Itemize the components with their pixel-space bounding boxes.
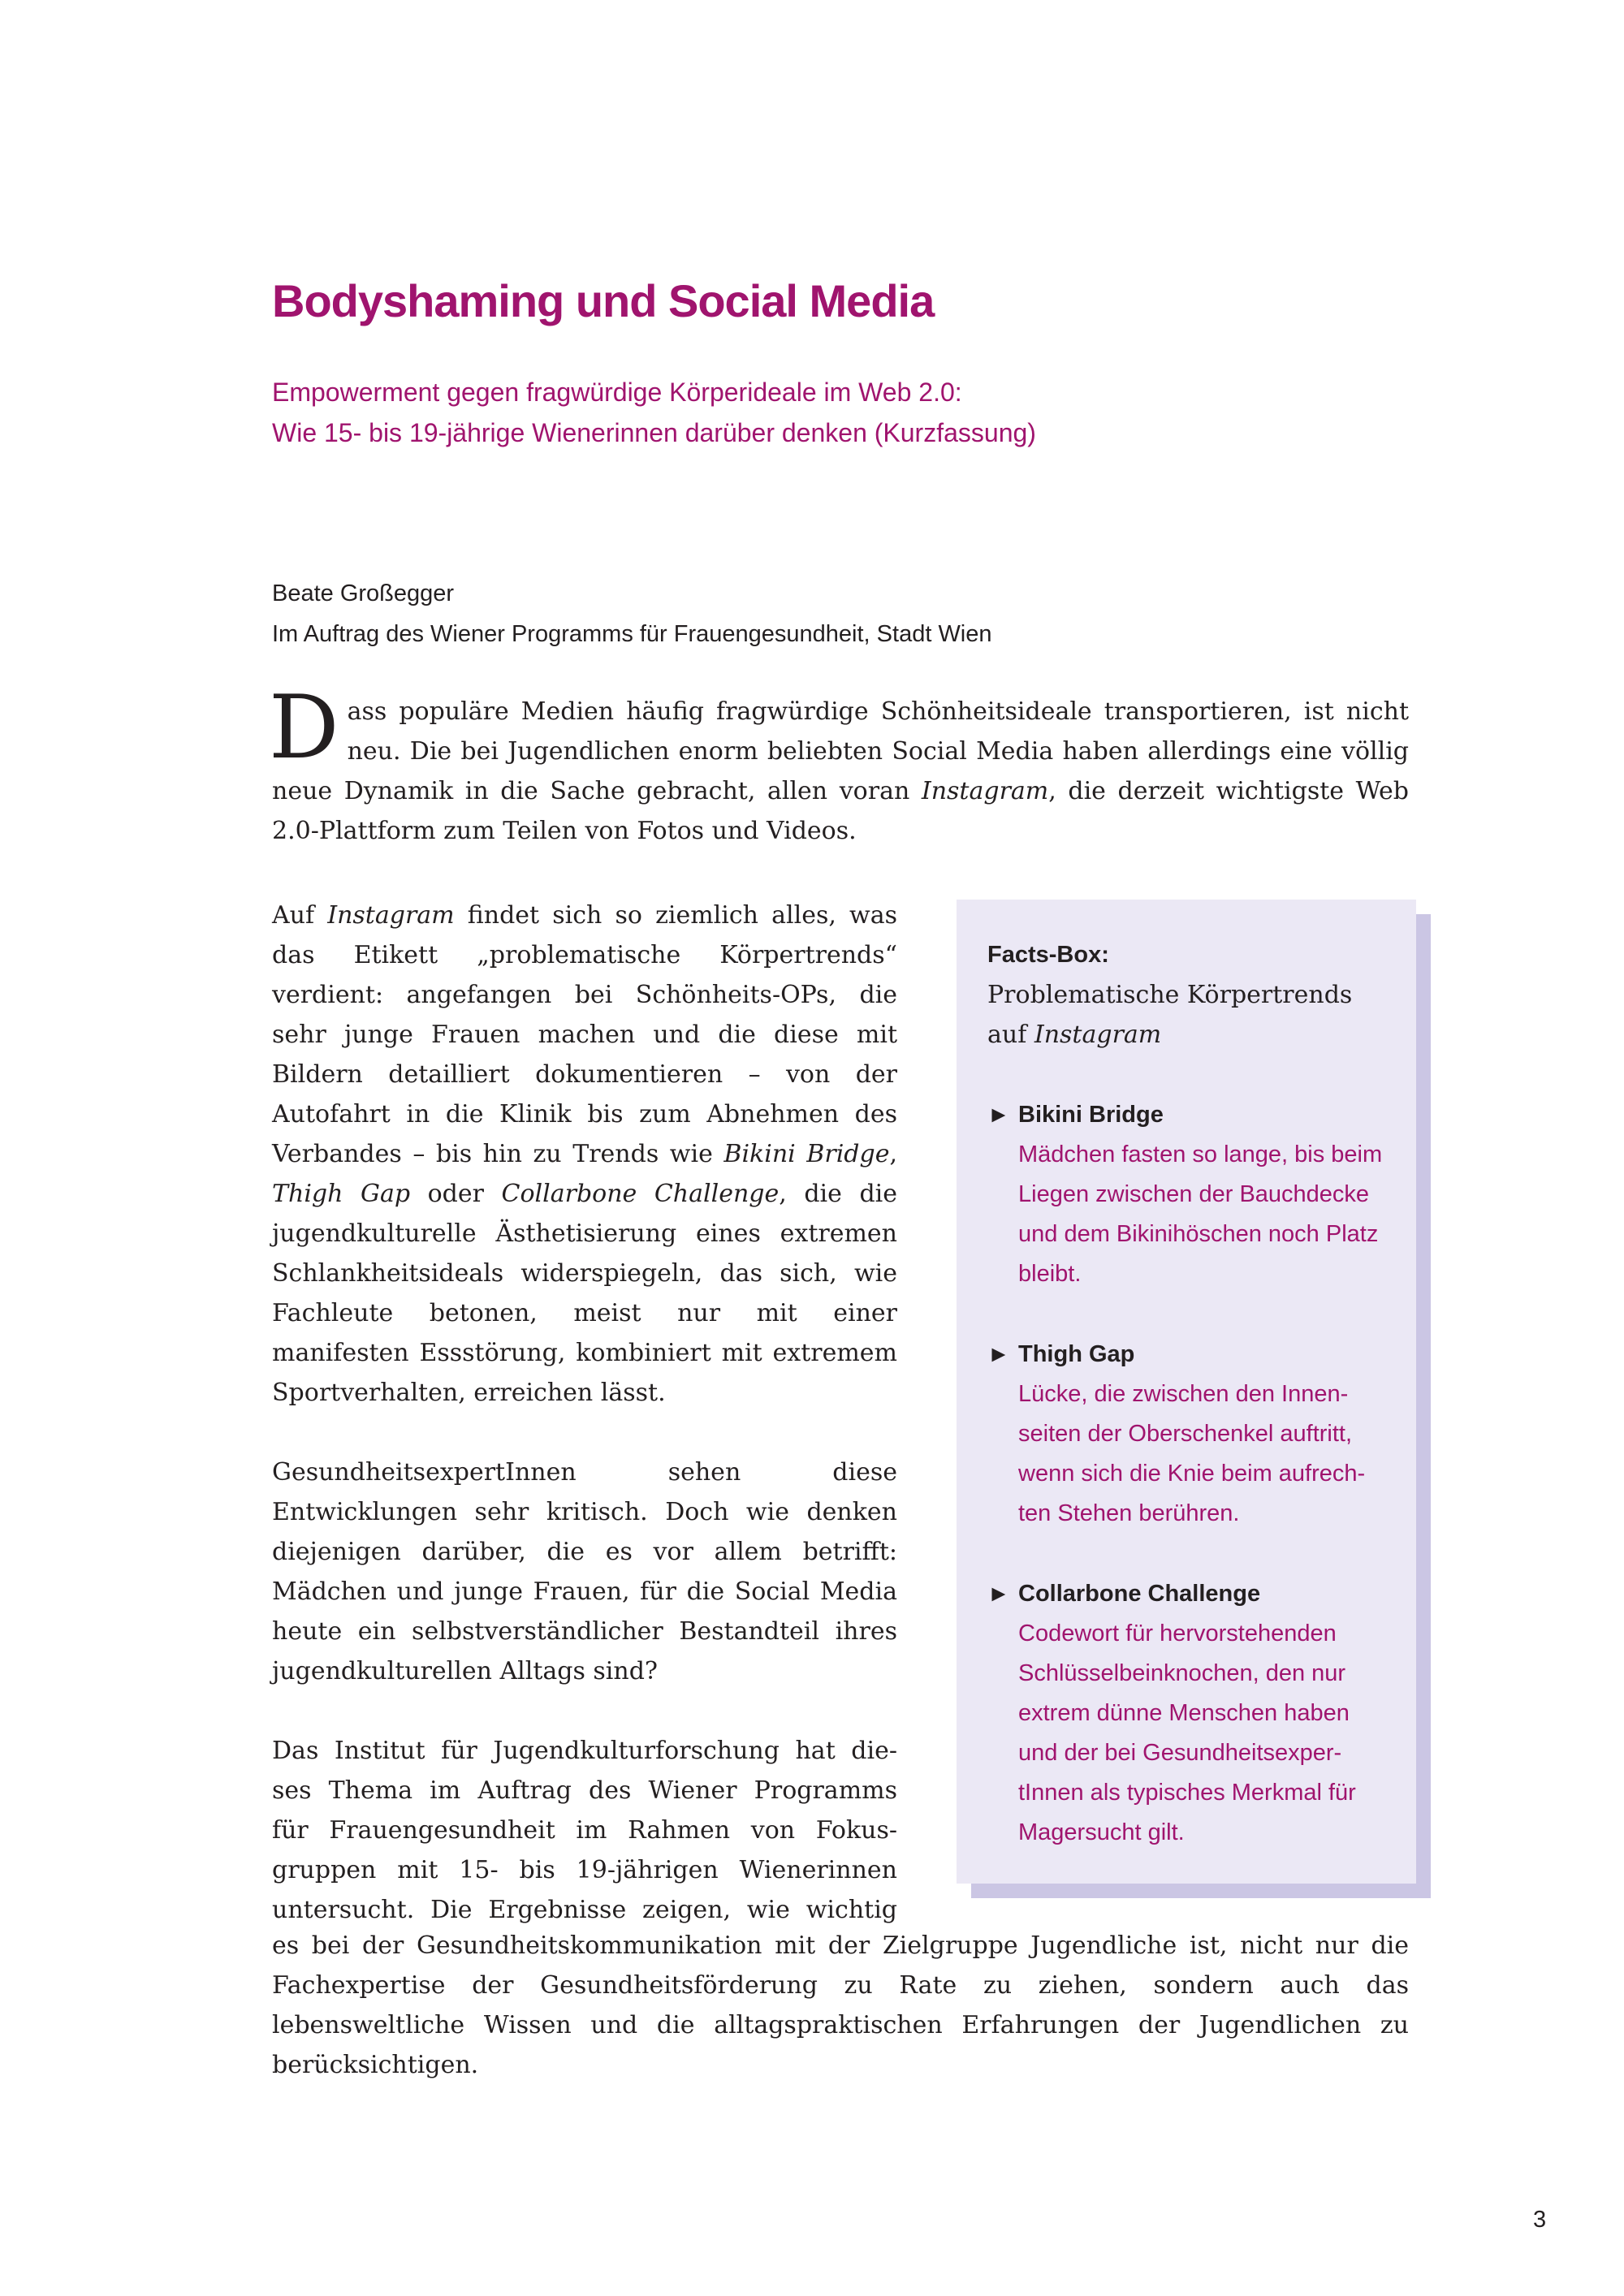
facts-box-heading — [987, 975, 1392, 1055]
paragraph-text: GesundheitsexpertInnen sehen diese Entwicklungen sehr kritisch. Doch wie denken diejenigen darüber, die es vor allem betrifft: Mädchen und junge Frauen, für die Social Media heute ein selbstverständlicher Bestandteil ihres jugendkulturellen Alltags sind? — [272, 1458, 897, 1685]
paragraph-line: ses Thema im Auftrag des Wiener Programms — [272, 1776, 897, 1805]
fact-line: Lücke, die zwischen den Innen- — [1018, 1381, 1349, 1407]
heading-line — [987, 1015, 1392, 1055]
arrow-right-icon: ► — [987, 1581, 1010, 1606]
subtitle-line: Empowerment gegen fragwürdige Körperideale im Web 2.0: — [272, 378, 962, 407]
fact-line: wenn sich die Knie beim aufrech- — [1018, 1461, 1366, 1487]
intro-paragraph — [269, 677, 1409, 851]
arrow-right-icon: ► — [987, 1341, 1010, 1366]
fact-line: bleibt. — [1018, 1261, 1082, 1287]
author-block — [272, 573, 992, 654]
subtitle-line: Wie 15- bis 19-jährige Wienerinnen darüber denken (Kurzfassung) — [272, 418, 1036, 447]
body-paragraph-3 — [272, 1731, 897, 1930]
fact-item-collarbone-challenge — [987, 1573, 1392, 1853]
drop-cap: D — [269, 677, 339, 779]
fact-line: ten Stehen berühren. — [1018, 1500, 1240, 1526]
fact-item-title — [987, 1094, 1392, 1135]
paragraph-line: Das Institut für Jugendkulturforschung hat die- — [272, 1737, 897, 1765]
text-span: Auf — [272, 901, 328, 930]
body-paragraph-1 — [272, 896, 897, 1413]
fact-line: tInnen als typisches Merkmal für — [1018, 1780, 1356, 1806]
fact-line: und der bei Gesundheitsexper- — [1018, 1740, 1342, 1766]
fact-item-bikini-bridge — [987, 1094, 1392, 1294]
fact-line: seiten der Oberschenkel auftritt, — [1018, 1421, 1353, 1447]
page-number: 3 — [1533, 2207, 1547, 2233]
text-span: , — [889, 1140, 897, 1168]
text-span: oder — [410, 1180, 502, 1208]
heading-text: auf — [987, 1021, 1034, 1049]
intro-text: , die derzeit wichtigste Web 2.0-Plattform zum Teilen von Fotos und Videos. — [272, 777, 1409, 845]
fact-item-text — [987, 1135, 1392, 1294]
fact-line: extrem dünne Menschen haben — [1018, 1700, 1350, 1726]
heading-text-italic: Instagram — [1034, 1021, 1162, 1049]
fact-line: Codewort für hervorstehenden — [1018, 1621, 1337, 1646]
paragraph-line: gruppen mit 15- bis 19-jährigen Wienerinnen — [272, 1856, 897, 1884]
author-name: Beate Großegger — [272, 580, 455, 606]
text-italic: Bikini Bridge — [723, 1140, 890, 1168]
text-italic: Thigh Gap — [272, 1180, 411, 1208]
text-span: findet sich so ziemlich alles, was das Etikett „problematische Körpertrends“ verdient: angefangen bei Schönheits-OPs, die sehr junge Frauen machen und die diese mit Bildern detailliert dokumentieren – von der Autofahrt in die Klinik bis zum Abnehmen des Verbandes – bis hin zu Trends wie — [272, 901, 897, 1168]
body-paragraph-2 — [272, 1452, 897, 1691]
text-span: , die die jugendkulturelle Ästhetisierung eines extremen Schlankheitsideals widerspiegeln, das sich, wie Fachleute betonen, meist nur mit einer manifesten Essstörung, kombiniert mit extremem Sportverhalten, erreichen lässt. — [272, 1180, 897, 1407]
fact-line: und dem Bikinihöschen noch Platz — [1018, 1221, 1379, 1247]
commission-note: Im Auftrag des Wiener Programms für Frauengesundheit, Stadt Wien — [272, 621, 992, 647]
fact-item-text — [987, 1614, 1392, 1853]
heading-line: Problematische Körpertrends — [987, 981, 1353, 1009]
fact-line: Magersucht gilt. — [1018, 1819, 1185, 1845]
fact-line: Schlüsselbeinknochen, den nur — [1018, 1660, 1346, 1686]
fact-line: Liegen zwischen der Bauchdecke — [1018, 1181, 1370, 1207]
paragraph-line: untersucht. Die Ergebnisse zeigen, wie wichtig — [272, 1896, 897, 1924]
text-italic: Instagram — [327, 901, 455, 930]
text-italic: Collarbone Challenge — [501, 1180, 780, 1208]
fact-item-title — [987, 1573, 1392, 1614]
fact-item-text — [987, 1375, 1392, 1534]
fact-title-text: Thigh Gap — [1018, 1341, 1135, 1367]
body-paragraph-3-continued: es bei der Gesundheitskommunikation mit der Zielgruppe Jugendliche ist, nicht nur die Fachexpertise der Gesundheitsförderung zu Rate zu ziehen, sondern auch das lebensweltliche Wissen und die alltagspraktischen Erfahrungen der Jugendlichen zu berücksichtigen. — [272, 1931, 1409, 2079]
paragraph-line: für Frauengesundheit im Rahmen von Fokus- — [272, 1816, 897, 1845]
fact-item-thigh-gap — [987, 1334, 1392, 1534]
facts-box — [957, 900, 1416, 1884]
arrow-right-icon: ► — [987, 1102, 1010, 1127]
subtitle — [272, 372, 1490, 453]
fact-title-text: Bikini Bridge — [1018, 1102, 1164, 1128]
page-title: Bodyshaming und Social Media — [272, 275, 935, 326]
intro-text: ass populäre Medien häufig fragwürdige Schönheitsideale transportieren, ist nicht neu. Die bei Jugendlichen enorm beliebten Social Media haben allerdings eine völlig neue Dynamik in die Sache gebracht, allen voran — [272, 697, 1409, 805]
fact-title-text: Collarbone Challenge — [1018, 1581, 1261, 1607]
fact-line: Mädchen fasten so lange, bis beim — [1018, 1142, 1383, 1167]
facts-box-label: Facts-Box: — [987, 942, 1109, 968]
intro-text-italic: Instagram — [921, 777, 1049, 805]
fact-item-title — [987, 1334, 1392, 1375]
